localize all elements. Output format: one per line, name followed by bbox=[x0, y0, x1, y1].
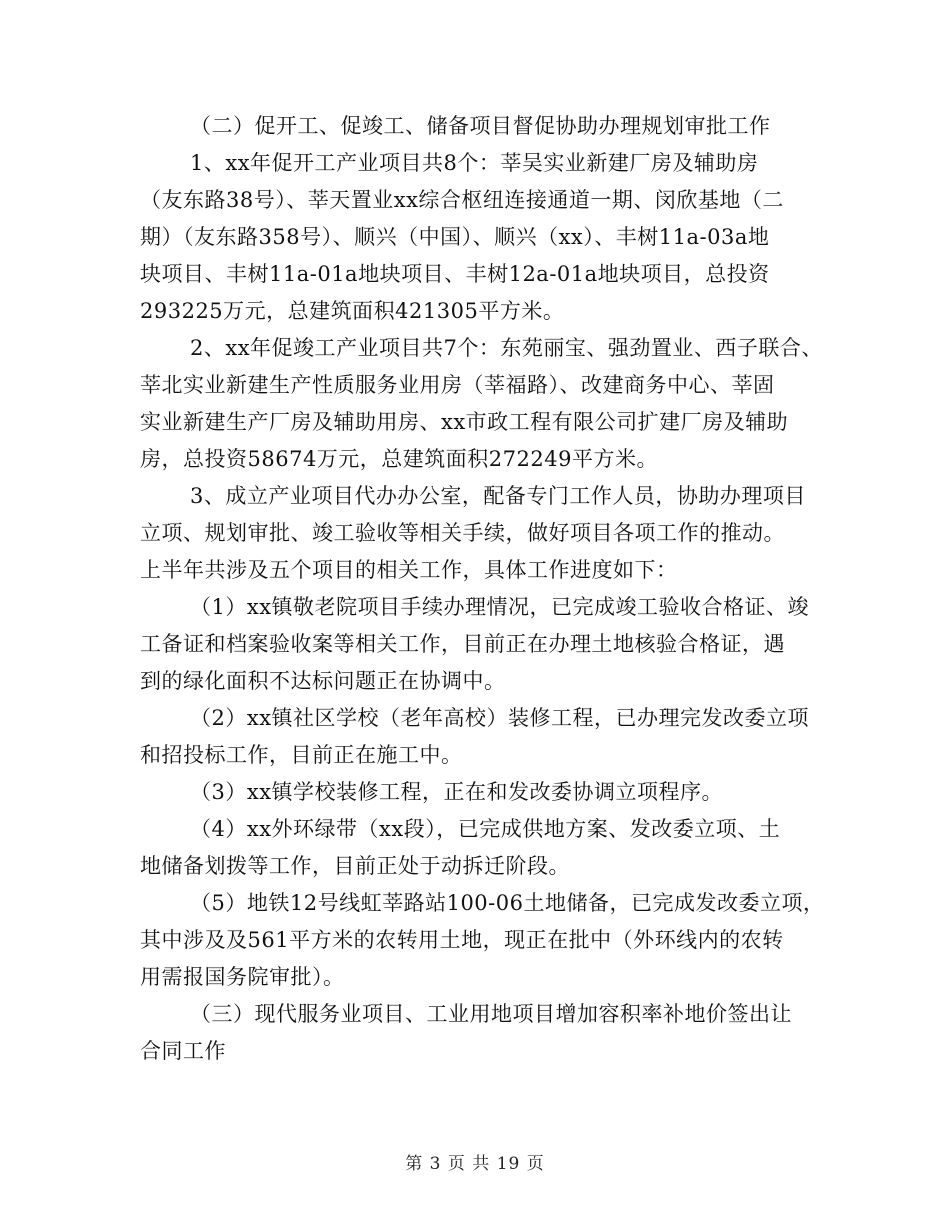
list-item-line: （4）xx外环绿带（xx段），已完成供地方案、发改委立项、土 bbox=[190, 817, 781, 841]
paragraph-line: 莘北实业新建生产性质服务业用房（莘福路）、改建商务中心、莘固 bbox=[140, 373, 775, 397]
list-item-line: 和招投标工作，目前正在施工中。 bbox=[140, 743, 463, 767]
section-heading-3-cont: 合同工作 bbox=[140, 1039, 226, 1063]
paragraph-line: 293225万元，总建筑面积421305平方米。 bbox=[140, 299, 565, 323]
list-item-line: 用需报国务院审批）。 bbox=[140, 965, 345, 989]
list-item-line: （3）xx镇学校装修工程，正在和发改委协调立项程序。 bbox=[190, 780, 724, 804]
paragraph-line: 1、xx年促开工产业项目共8个：莘吴实业新建厂房及辅助房 bbox=[190, 151, 759, 175]
list-item-line: 其中涉及及561平方米的农转用土地，现正在批中（外环线内的农转 bbox=[140, 928, 784, 952]
list-item-line: 地储备划拨等工作，目前正处于动拆迁阶段。 bbox=[140, 854, 570, 878]
paragraph-line: 房，总投资58674万元，总建筑面积272249平方米。 bbox=[140, 447, 658, 471]
paragraph-line: 实业新建生产厂房及辅助用房、xx市政工程有限公司扩建厂房及辅助 bbox=[140, 410, 789, 434]
page-number-footer: 第 3 页 共 19 页 bbox=[405, 1154, 545, 1174]
list-item-line: 工备证和档案验收案等相关工作，目前正在办理土地核验合格证，遇 bbox=[140, 632, 785, 656]
paragraph-line: 立项、规划审批、竣工验收等相关手续，做好项目各项工作的推动。 bbox=[140, 521, 785, 545]
paragraph-line: （友东路38号）、莘天置业xx综合枢纽连接通道一期、闵欣基地（二 bbox=[140, 188, 784, 212]
paragraph-line: 块项目、丰树11a-01a地块项目、丰树12a-01a地块项目，总投资 bbox=[140, 262, 770, 286]
paragraph-line: 2、xx年促竣工产业项目共7个：东苑丽宝、强劲置业、西子联合、 bbox=[190, 336, 823, 360]
list-item-line: （5）地铁12号线虹莘路站100-06土地储备，已完成发改委立项， bbox=[190, 891, 825, 915]
list-item-line: （1）xx镇敬老院项目手续办理情况，已完成竣工验收合格证、竣 bbox=[190, 595, 810, 619]
paragraph-line: 上半年共涉及五个项目的相关工作，具体工作进度如下： bbox=[140, 558, 678, 582]
paragraph-line: 3、成立产业项目代办办公室，配备专门工作人员，协助办理项目 bbox=[190, 484, 806, 508]
section-heading-3: （三）现代服务业项目、工业用地项目增加容积率补地价签出让 bbox=[190, 1002, 792, 1026]
list-item-line: （2）xx镇社区学校（老年高校）装修工程，已办理完发改委立项 bbox=[190, 706, 810, 730]
list-item-line: 到的绿化面积不达标问题正在协调中。 bbox=[140, 669, 506, 693]
section-heading-2: （二）促开工、促竣工、储备项目督促协助办理规划审批工作 bbox=[190, 114, 771, 138]
paragraph-line: 期）（友东路358号）、顺兴（中国）、顺兴（xx）、丰树11a-03a地 bbox=[140, 225, 770, 249]
